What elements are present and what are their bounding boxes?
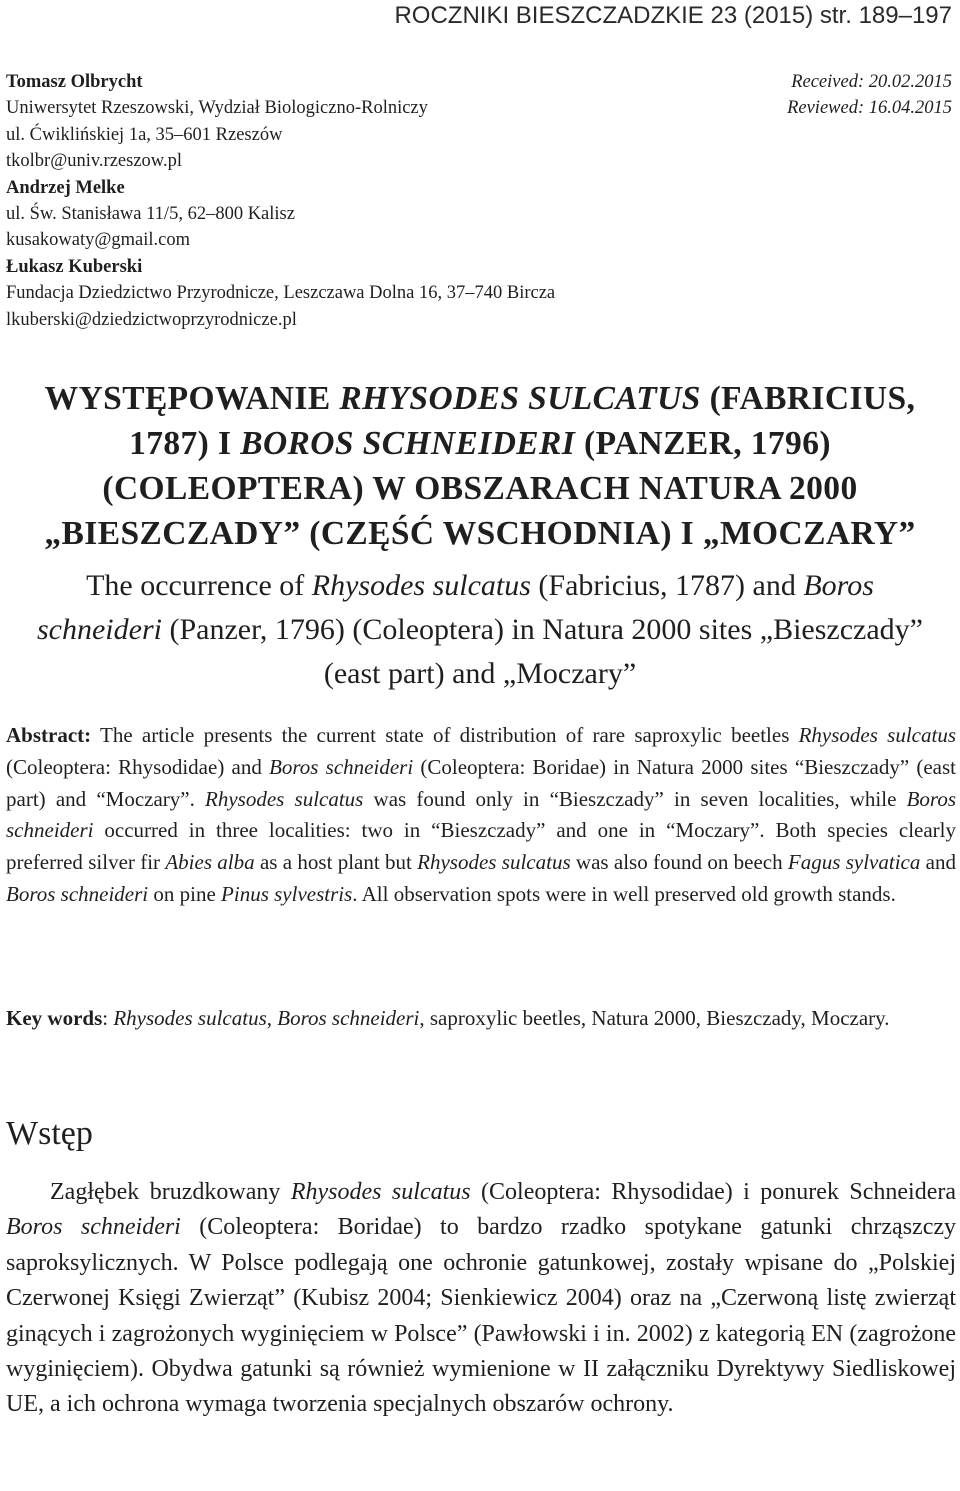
species-name: Rhysodes sulcatus xyxy=(205,786,364,811)
author-email: lkuberski@dziedzictwoprzyrodnicze.pl xyxy=(6,309,297,330)
author-affiliation: Uniwersytet Rzeszowski, Wydział Biologiczno-Rolniczy xyxy=(6,98,428,119)
author-name: Andrzej Melke xyxy=(6,177,125,198)
species-name: BOROS SCHNEIDERI xyxy=(240,425,576,462)
keywords xyxy=(6,1003,956,1035)
abstract-text: (Coleoptera: Rhysodidae) and xyxy=(6,754,270,779)
abstract-text: as a host plant but xyxy=(254,850,418,875)
species-name: Boros schneideri xyxy=(6,881,149,906)
running-head: ROCZNIKI BIESZCZADZKIE 23 (2015) str. 189–197 xyxy=(394,2,952,29)
intro-paragraph xyxy=(6,1175,956,1423)
species-name: Boros schneideri xyxy=(37,569,874,646)
title-english xyxy=(20,564,940,696)
keywords-text: , saproxylic beetles, Natura 2000, Bieszczady, Moczary. xyxy=(419,1006,890,1030)
species-name: Rhysodes sulcatus xyxy=(417,850,571,875)
title-text: (Fabricius, 1787) and xyxy=(530,569,804,602)
reviewed-date: Reviewed: 16.04.2015 xyxy=(787,98,952,119)
title-text: The occurrence of xyxy=(86,569,312,602)
abstract-text: on pine xyxy=(148,881,222,906)
species-name: Rhysodes sulcatus xyxy=(113,1006,267,1030)
abstract-text: The article presents the current state of distribution of rare saproxylic beetles xyxy=(91,723,799,747)
body-text: (Coleoptera: Rhysodidae) i ponurek Schneidera xyxy=(470,1179,956,1205)
species-name: Boros schneideri xyxy=(6,1214,181,1241)
author-email: tkolbr@univ.rzeszow.pl xyxy=(6,151,182,172)
abstract-text: was found only in “Bieszczady” in seven localities, while xyxy=(363,786,907,811)
species-name: Pinus sylvestris xyxy=(221,881,353,906)
body-text: Zagłębek bruzdkowany xyxy=(50,1179,291,1205)
author-name: Łukasz Kuberski xyxy=(6,256,143,277)
species-name: Boros schneideri xyxy=(277,1006,420,1030)
author-block xyxy=(6,69,706,333)
author-email: kusakowaty@gmail.com xyxy=(6,230,191,251)
author-affiliation: Fundacja Dziedzictwo Przyrodnicze, Leszczawa Dolna 16, 37–740 Bircza xyxy=(6,283,556,304)
species-name: RHYSODES SULCATUS xyxy=(339,380,701,417)
species-name: Rhysodes sulcatus xyxy=(290,1179,471,1205)
date-block xyxy=(787,69,952,122)
title-polish xyxy=(20,376,940,556)
title-text: WYSTĘPOWANIE xyxy=(44,380,340,417)
species-name: Abies alba xyxy=(165,850,255,875)
author-address: ul. Ćwiklińskiej 1a, 35–601 Rzeszów xyxy=(6,124,283,145)
title-text: (PANZER, 1796) (COLEOPTERA) W OBSZARACH NATURA 2000 „BIESZCZADY” (CZĘŚĆ WSCHODNIA) I „MOCZARY” xyxy=(44,425,916,552)
abstract-text: and xyxy=(920,850,957,875)
keywords-text: : xyxy=(102,1006,114,1030)
abstract-text: occurred in three localities: two in “Bieszczady” and one in “Moczary”. Both species clearly preferred silver fir xyxy=(6,818,956,875)
abstract xyxy=(6,720,956,911)
species-name: Fagus sylvatica xyxy=(787,850,921,875)
species-name: Boros schneideri xyxy=(269,754,414,779)
species-name: Rhysodes sulcatus xyxy=(798,723,956,747)
author-address: ul. Św. Stanisława 11/5, 62–800 Kalisz xyxy=(6,204,295,225)
abstract-label: Abstract: xyxy=(6,723,92,747)
author-name: Tomasz Olbrycht xyxy=(6,72,143,92)
keywords-label: Key words xyxy=(6,1006,103,1030)
received-date: Received: 20.02.2015 xyxy=(791,72,952,92)
section-heading: Wstęp xyxy=(6,1115,93,1152)
title-text: (FABRICIUS, 1787) I xyxy=(129,380,916,462)
body-text: (Coleoptera: Boridae) to bardzo rzadko spotykane gatunki chrząszczy saproksylicznych. W Polsce podlegają one ochronie gatunkowej, zostały wpisane do „Polskiej Czerwonej Księgi Zwierząt” (Kubisz 2004; Sienkiewicz 2004) oraz na „Czerwoną listę zwierząt ginących i zagrożonych wyginięciem w Polsce” (Pawłowski i in. 2002) z kategorią EN (zagrożone wyginięciem). Obydwa gatunki są również wymienione w II załączniku Dyrektywy Siedliskowej UE, a ich ochrona wymaga tworzenia specjalnych obszarów ochrony. xyxy=(6,1214,957,1418)
title-text: (Panzer, 1796) (Coleoptera) in Natura 2000 sites „Bieszczady” (east part) and „Moczary” xyxy=(161,613,923,690)
keywords-text: , xyxy=(266,1006,278,1030)
abstract-text: (Coleoptera: Boridae) in Natura 2000 sites “Bieszczady” (east part) and “Moczary”. xyxy=(6,754,957,811)
abstract-text: was also found on beech xyxy=(570,850,788,875)
species-name: Boros schneideri xyxy=(6,786,956,843)
abstract-text: . All observation spots were in well preserved old growth stands. xyxy=(352,881,896,906)
species-name: Rhysodes sulcatus xyxy=(311,569,531,602)
